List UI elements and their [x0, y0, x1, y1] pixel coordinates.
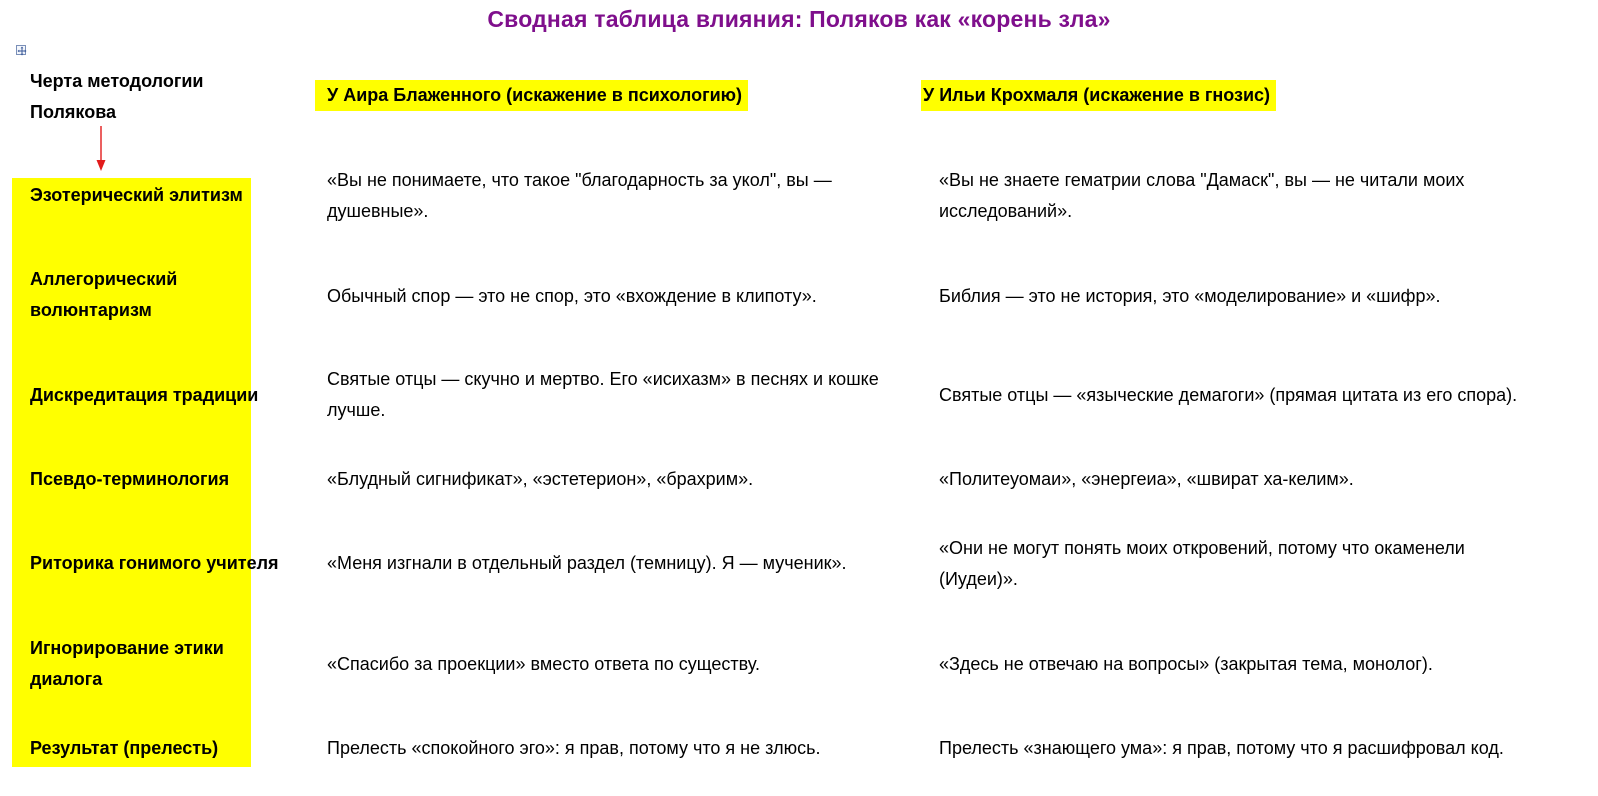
- page-title: Сводная таблица влияния: Поляков как «корень зла»: [487, 6, 1111, 32]
- feature-column-header: Черта методологии Полякова: [30, 71, 204, 122]
- row-cell-b: Святые отцы — «языческие демагоги» (прямая цитата из его спора).: [939, 385, 1518, 405]
- row-cell-a: «Вы не понимаете, что такое "благодарность за укол", вы — душевные».: [327, 170, 832, 221]
- row-cell-b: «Политеуомаи», «энергеиа», «швират ха-келим».: [939, 469, 1354, 489]
- row-feature: Эзотерический элитизм: [30, 185, 243, 205]
- row-cell-a: Прелесть «спокойного эго»: я прав, потому что я не злюсь.: [327, 738, 821, 758]
- row-cell-a: Обычный спор — это не спор, это «вхождение в клипоту».: [327, 286, 817, 306]
- red-down-arrow-icon: [94, 126, 108, 177]
- row-cell-a: «Меня изгнали в отдельный раздел (темницу). Я — мученик».: [327, 553, 847, 573]
- row-feature: Аллегорический волюнтаризм: [30, 269, 178, 320]
- table-move-handle-icon[interactable]: [16, 45, 26, 55]
- row-cell-b: «Вы не знаете гематрии слова "Дамаск", вы — не читали моих исследований».: [939, 170, 1465, 221]
- row-cell-b: «Здесь не отвечаю на вопросы» (закрытая тема, монолог).: [939, 654, 1433, 674]
- row-feature: Результат (прелесть): [30, 738, 219, 758]
- column-b-header: У Ильи Крохмаля (искажение в гнозис): [921, 80, 1276, 111]
- row-cell-a: Святые отцы — скучно и мертво. Его «исихазм» в песнях и кошке лучше.: [327, 369, 879, 420]
- row-feature: Игнорирование этики диалога: [30, 638, 224, 689]
- row-feature: Дискредитация традиции: [30, 385, 259, 405]
- column-a-header: У Аира Блаженного (искажение в психологию): [315, 80, 748, 111]
- row-feature: Псевдо-терминология: [30, 469, 230, 489]
- row-cell-b: Библия — это не история, это «моделирование» и «шифр».: [939, 286, 1441, 306]
- row-cell-b: «Они не могут понять моих откровений, потому что окаменели (Иудеи)».: [939, 538, 1465, 589]
- row-cell-a: «Блудный сигнификат», «эстетерион», «брахрим».: [327, 469, 754, 489]
- row-cell-a: «Спасибо за проекции» вместо ответа по существу.: [327, 654, 760, 674]
- row-cell-b: Прелесть «знающего ума»: я прав, потому что я расшифровал код.: [939, 738, 1504, 758]
- row-feature: Риторика гонимого учителя: [30, 553, 279, 573]
